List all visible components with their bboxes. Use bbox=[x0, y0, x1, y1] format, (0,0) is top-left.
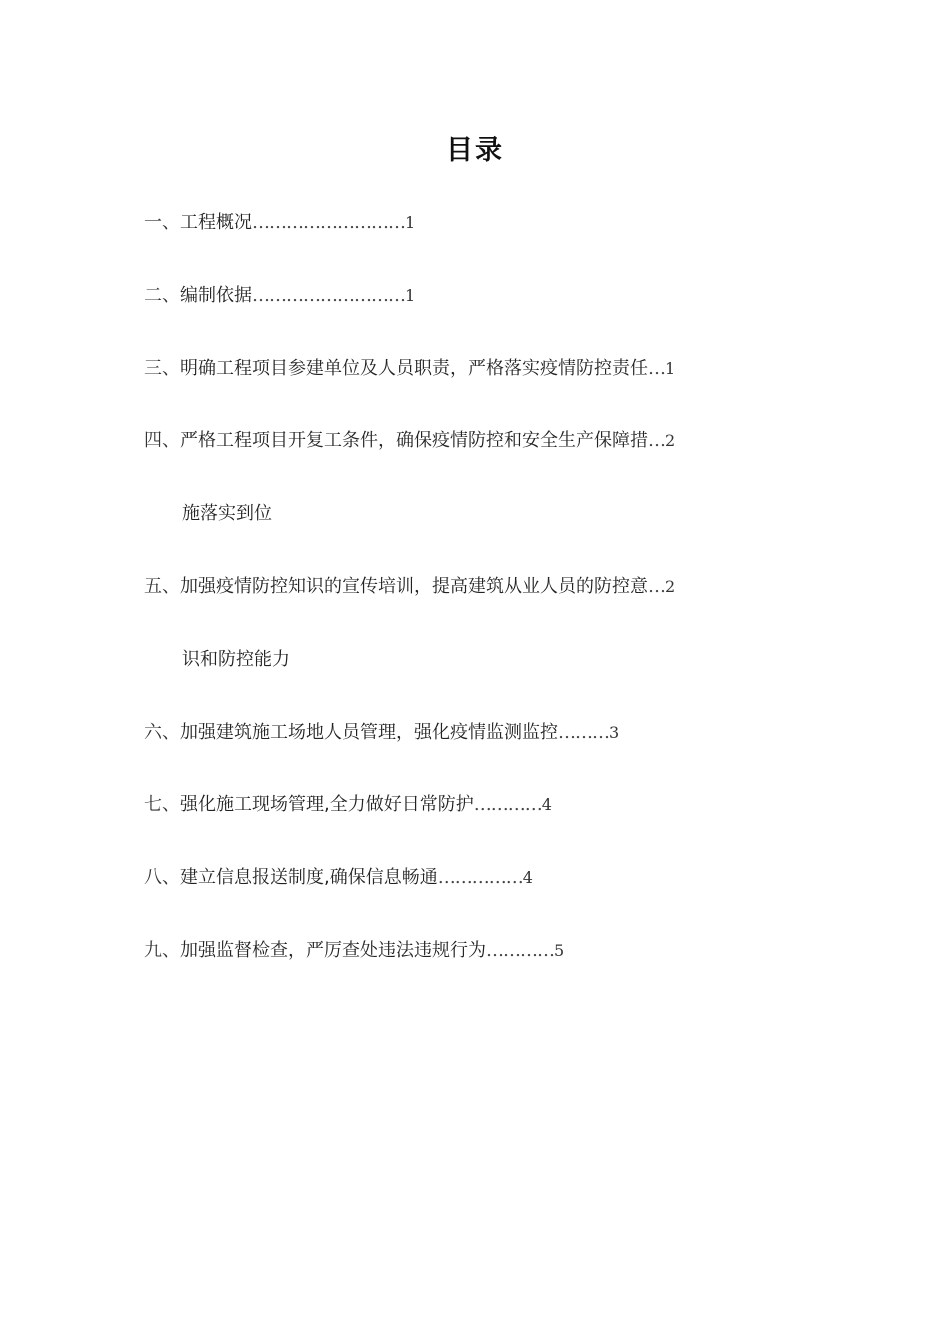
toc-entry-text: 明确工程项目参建单位及人员职责，严格落实疫情防控责任 bbox=[180, 357, 648, 379]
toc-entry-number: 三、 bbox=[144, 357, 180, 379]
toc-entry-5[interactable] bbox=[144, 569, 784, 605]
toc-entry-7[interactable] bbox=[144, 787, 784, 823]
toc-entry-text: 编制依据 bbox=[180, 284, 252, 306]
toc-entry-text: 加强疫情防控知识的宣传培训，提高建筑从业人员的防控意 bbox=[180, 575, 648, 597]
toc-entry-1[interactable] bbox=[144, 205, 784, 241]
toc-page-number: 2 bbox=[665, 576, 676, 596]
toc-page-number: 4 bbox=[522, 868, 533, 888]
toc-entry-continuation-text: 识和防控能力 bbox=[182, 648, 290, 670]
toc-page-number: 1 bbox=[665, 358, 676, 378]
toc-entry-text: 加强监督检查，严厉查处违法违规行为 bbox=[180, 939, 486, 961]
toc-entry-number: 四、 bbox=[144, 430, 180, 452]
toc-entry-3[interactable] bbox=[144, 351, 784, 387]
toc-entry-number: 九、 bbox=[144, 939, 180, 961]
toc-entry-number: 七、 bbox=[144, 794, 180, 816]
toc-page-number: 1 bbox=[405, 213, 416, 232]
toc-entry-4-continuation[interactable] bbox=[144, 496, 784, 532]
toc-entry-number: 五、 bbox=[144, 575, 180, 597]
toc-leader-dots: …………… bbox=[437, 867, 523, 889]
toc-entry-continuation-text: 施落实到位 bbox=[182, 503, 272, 525]
toc-entry-text: 严格工程项目开复工条件，确保疫情防控和安全生产保障措 bbox=[180, 430, 648, 452]
toc-entry-text: 强化施工现场管理,全力做好日常防护 bbox=[180, 794, 474, 816]
toc-entry-9[interactable] bbox=[144, 933, 784, 969]
toc-page-number: 5 bbox=[554, 940, 565, 960]
toc-leader-dots: ……………………… bbox=[252, 212, 405, 233]
toc-leader-dots: ………… bbox=[473, 794, 542, 816]
toc-entry-6[interactable] bbox=[144, 715, 784, 751]
toc-page-number: 4 bbox=[541, 795, 552, 815]
table-of-contents bbox=[144, 205, 784, 1006]
toc-entry-4[interactable] bbox=[144, 423, 784, 459]
toc-entry-5-continuation[interactable] bbox=[144, 642, 784, 678]
toc-leader-dots: ……………………… bbox=[252, 284, 405, 306]
toc-leader-dots: … bbox=[648, 357, 665, 379]
toc-leader-dots: … bbox=[648, 575, 665, 597]
toc-entry-text: 建立信息报送制度,确保信息畅通 bbox=[180, 867, 438, 889]
toc-page-number: 3 bbox=[609, 722, 620, 742]
toc-entry-number: 八、 bbox=[144, 867, 180, 889]
toc-entry-text: 加强建筑施工场地人员管理，强化疫情监测监控 bbox=[180, 721, 558, 743]
toc-leader-dots: … bbox=[648, 430, 665, 452]
toc-entry-text: 工程概况 bbox=[180, 212, 252, 233]
toc-page-number: 1 bbox=[405, 285, 416, 305]
toc-leader-dots: ………… bbox=[486, 939, 554, 961]
toc-entry-2[interactable] bbox=[144, 278, 784, 314]
toc-entry-number: 一、 bbox=[144, 212, 180, 233]
page-title: 目录 bbox=[446, 135, 504, 166]
toc-entry-number: 六、 bbox=[144, 721, 180, 743]
toc-entry-number: 二、 bbox=[144, 284, 180, 306]
toc-page-number: 2 bbox=[665, 431, 676, 451]
toc-entry-8[interactable] bbox=[144, 860, 784, 896]
toc-leader-dots: ……… bbox=[558, 721, 609, 743]
